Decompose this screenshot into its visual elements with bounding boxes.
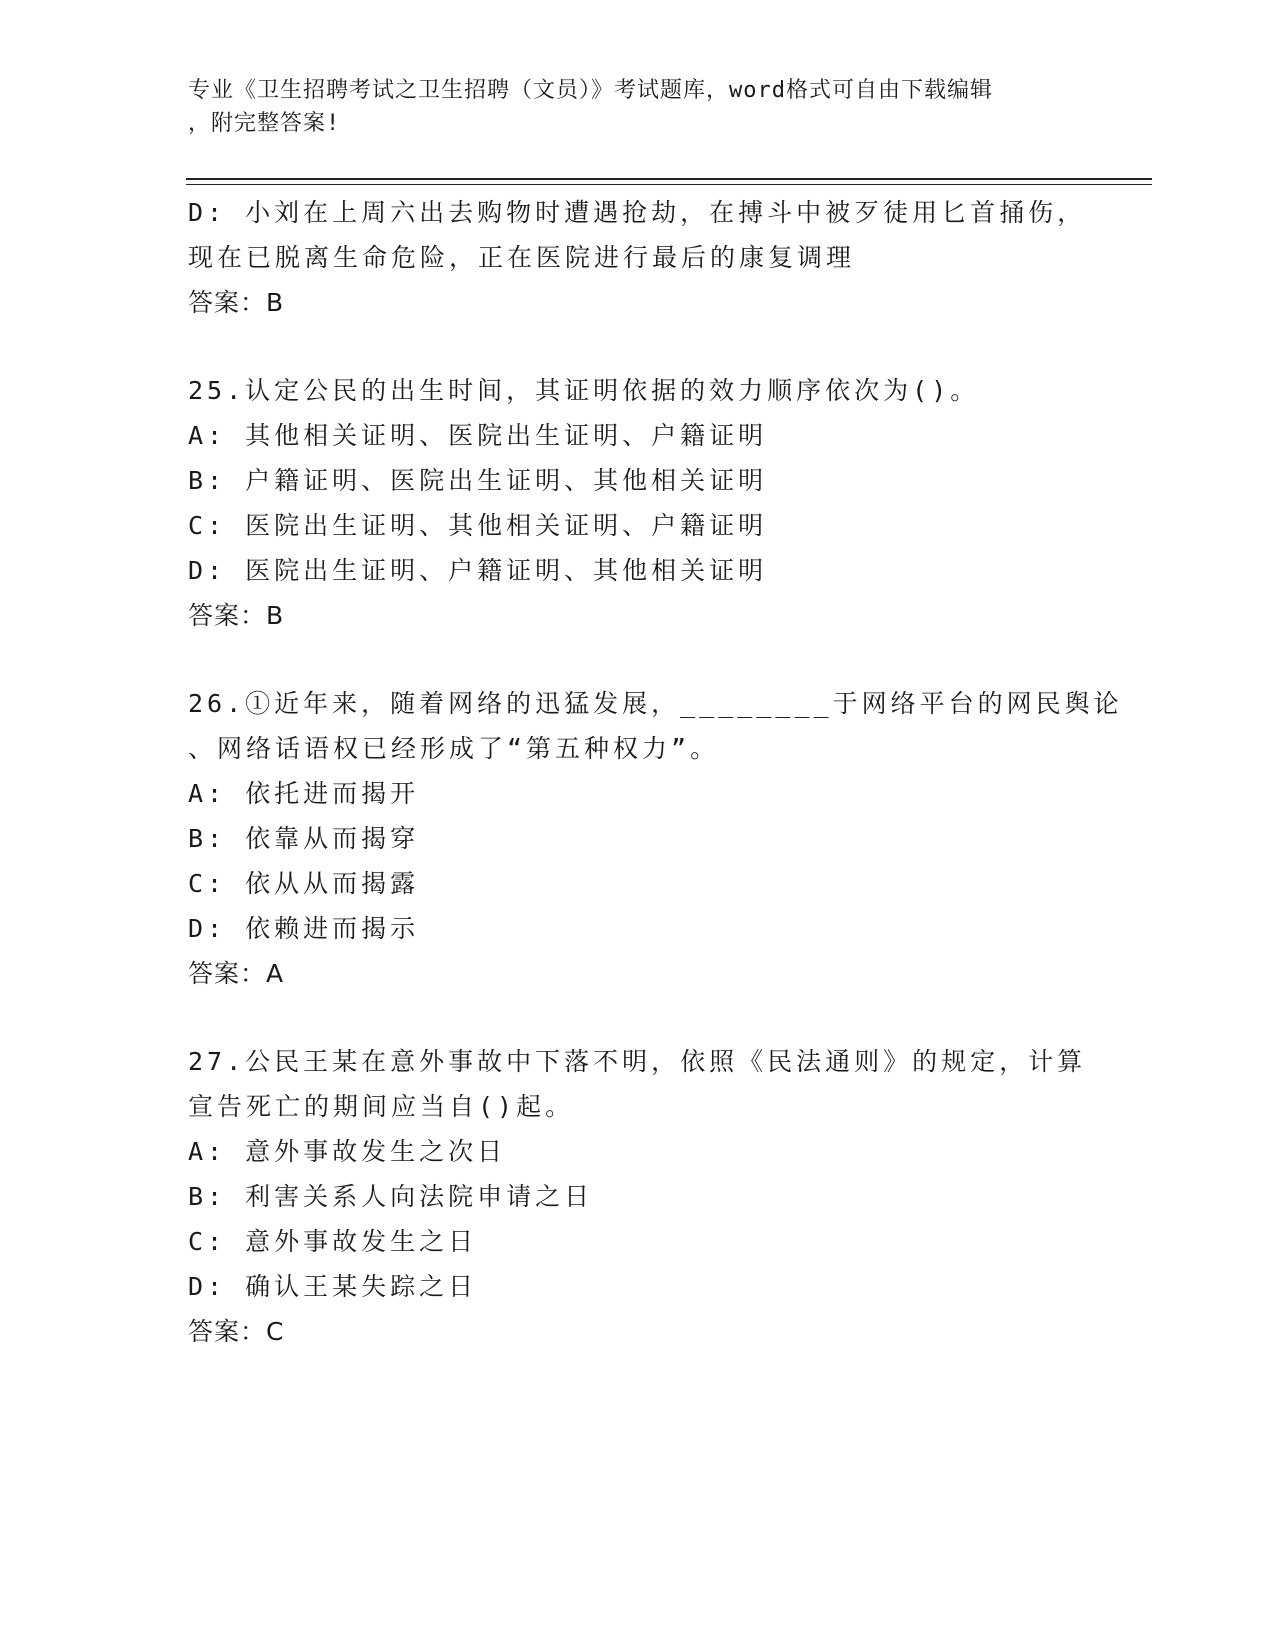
question-list [188,190,1123,1397]
option-b: B: 户籍证明、医院出生证明、其他相关证明 [188,466,768,495]
option-a: A: 依托进而揭开 [188,779,420,808]
question-stem-continued: 宣告死亡的期间应当自()起。 [188,1092,575,1121]
option-d: D: 医院出生证明、户籍证明、其他相关证明 [188,556,768,585]
header-line-1: 专业《卫生招聘考试之卫生招聘（文员）》考试题库，word格式可自由下载编辑 [188,78,993,103]
option-d-continued: 现在已脱离生命危险，正在医院进行最后的康复调理 [188,243,856,272]
question-stem-continued: 、网络话语权已经形成了“第五种权力”。 [188,734,720,763]
option-c: C: 医院出生证明、其他相关证明、户籍证明 [188,511,768,540]
answer-line: 答案：B [188,601,285,630]
option-d: D: 确认王某失踪之日 [188,1272,478,1301]
option-a: A: 意外事故发生之次日 [188,1137,507,1166]
previous-question-tail [188,190,1088,325]
option-b: B: 依靠从而揭穿 [188,824,420,853]
option-a: A: 其他相关证明、医院出生证明、户籍证明 [188,421,768,450]
document-header [188,74,1068,140]
question-stem: 26.①近年来，随着网络的迅猛发展，________于网络平台的网民舆论 [188,689,1123,718]
question-26 [188,681,1123,996]
question-27 [188,1039,1088,1354]
option-d: D: 小刘在上周六出去购物时遭遇抢劫，在搏斗中被歹徒用匕首捅伤， [188,198,1087,227]
option-c: C: 依从从而揭露 [188,869,420,898]
header-divider-thin [186,184,1152,185]
question-stem: 27.公民王某在意外事故中下落不明，依照《民法通则》的规定，计算 [188,1047,1087,1076]
option-c: C: 意外事故发生之日 [188,1227,478,1256]
header-divider-thick [186,178,1152,180]
question-stem: 25.认定公民的出生时间，其证明依据的效力顺序依次为()。 [188,376,980,405]
question-25 [188,368,1088,638]
option-b: B: 利害关系人向法院申请之日 [188,1182,594,1211]
answer-line: 答案：B [188,288,285,317]
answer-line: 答案：A [188,959,285,988]
header-line-2: ，附完整答案! [188,111,341,136]
option-d: D: 依赖进而揭示 [188,914,420,943]
answer-line: 答案：C [188,1317,285,1346]
